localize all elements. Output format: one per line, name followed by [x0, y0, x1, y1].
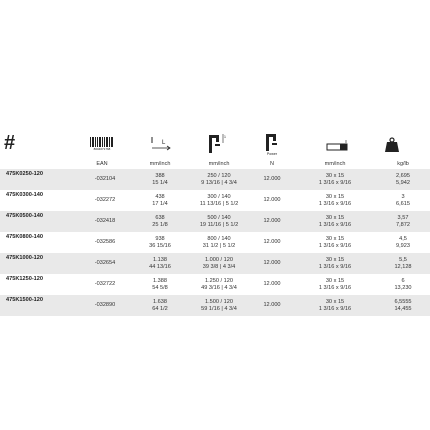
section-value: 30 x 15	[325, 172, 345, 179]
table-row	[0, 190, 430, 211]
length-cell	[132, 190, 188, 211]
product-code-cell	[0, 274, 78, 295]
product-code-cell	[0, 169, 78, 190]
length-value: 64 1/2	[152, 305, 168, 312]
icon-header-row	[0, 133, 430, 161]
dimension-cell	[188, 295, 250, 316]
section-value: 1 3/16 x 9/16	[318, 221, 352, 228]
force-cell	[250, 190, 294, 211]
ean-cell	[78, 190, 132, 211]
dimension-value: 1.500 / 120	[205, 298, 233, 305]
dimension-value: 9 13/16 | 4 3/4	[201, 179, 237, 186]
dimension-cell	[188, 253, 250, 274]
weight-value: 12,128	[394, 263, 412, 270]
force-cell	[250, 211, 294, 232]
column-header-section: mm/inch	[324, 161, 346, 167]
column-header-weight: kg/lb	[397, 161, 409, 167]
ean-cell	[78, 295, 132, 316]
table-row	[0, 274, 430, 295]
section-value: 30 x 15	[325, 193, 345, 200]
column-header-dimension: mm/inch	[208, 161, 230, 167]
table-row	[0, 253, 430, 274]
length-value: 638	[155, 214, 165, 221]
product-code-value: 475K0250-120	[6, 171, 44, 177]
weight-value: 6,5555	[394, 298, 412, 305]
length-value: 15 1/4	[152, 179, 168, 186]
spec-table	[0, 169, 430, 316]
weight-cell	[376, 274, 430, 295]
section-cell	[294, 253, 376, 274]
ean-value: -032272	[94, 197, 116, 204]
dimension-cell	[188, 190, 250, 211]
force-value: 12.000	[263, 197, 281, 204]
product-code-value: 475K1000-120	[6, 255, 44, 261]
weight-value: 3,57	[397, 214, 409, 221]
dimension-value: 59 1/16 | 4 3/4	[201, 305, 237, 312]
weight-icon	[384, 137, 400, 153]
ean-cell	[78, 169, 132, 190]
dimension-cell	[188, 274, 250, 295]
weight-cell	[376, 211, 430, 232]
length-value: 44 13/16	[149, 263, 171, 270]
product-code-cell	[0, 295, 78, 316]
length-value: 938	[155, 235, 165, 242]
length-value: 1.138	[153, 256, 167, 263]
weight-cell	[376, 232, 430, 253]
product-code-value: 475K0500-140	[6, 213, 44, 219]
weight-value: 13,230	[394, 284, 412, 291]
section-cell	[294, 211, 376, 232]
power-label: Power	[266, 152, 278, 156]
product-code-cell	[0, 211, 78, 232]
ean-value: -032654	[94, 260, 116, 267]
product-code-value: 475K0300-140	[6, 192, 44, 198]
product-code-cell	[0, 190, 78, 211]
ean-value: -032586	[94, 239, 116, 246]
dimension-value: 250 / 120	[207, 172, 231, 179]
barcode-digits: 8004671768	[93, 147, 111, 151]
force-cell	[250, 274, 294, 295]
force-value: 12.000	[263, 281, 281, 288]
force-cell	[250, 253, 294, 274]
clamp-power-icon	[263, 133, 281, 159]
force-value: 12.000	[263, 176, 281, 183]
weight-value: 5,942	[396, 179, 410, 186]
column-header-length: mm/inch	[149, 161, 171, 167]
bar-section-icon	[326, 139, 350, 151]
ean-value: -032722	[94, 281, 116, 288]
section-value: 30 x 15	[325, 277, 345, 284]
length-value: 1.388	[153, 277, 167, 284]
length-cell	[132, 169, 188, 190]
force-cell	[250, 169, 294, 190]
dimension-value: 1.000 / 120	[205, 256, 233, 263]
weight-value: 6	[401, 277, 405, 284]
dimension-value: 39 3/8 | 4 3/4	[202, 263, 236, 270]
ean-cell	[78, 211, 132, 232]
column-header-force: N	[270, 161, 274, 167]
dimension-cell	[188, 232, 250, 253]
length-cell	[132, 211, 188, 232]
force-value: 12.000	[263, 218, 281, 225]
force-value: 12.000	[263, 239, 281, 246]
section-value: 1 3/16 x 9/16	[318, 305, 352, 312]
section-value: 30 x 15	[325, 214, 345, 221]
table-row	[0, 211, 430, 232]
section-value: 1 3/16 x 9/16	[318, 242, 352, 249]
weight-value: 2,695	[396, 172, 410, 179]
section-value: 1 3/16 x 9/16	[318, 179, 352, 186]
ean-cell	[78, 274, 132, 295]
force-value: 12.000	[263, 302, 281, 309]
length-value: 388	[155, 172, 165, 179]
table-row	[0, 232, 430, 253]
dimension-value: 11 13/16 | 5 1/2	[199, 200, 239, 207]
weight-value: 9,923	[396, 242, 410, 249]
dimension-value: 500 / 140	[207, 214, 231, 221]
length-cell	[132, 295, 188, 316]
dimension-cell	[188, 169, 250, 190]
ean-cell	[78, 253, 132, 274]
ean-value: -032890	[94, 302, 116, 309]
product-code-cell	[0, 232, 78, 253]
section-value: 30 x 15	[325, 256, 345, 263]
weight-cell	[376, 169, 430, 190]
section-cell	[294, 169, 376, 190]
weight-value: 5,5	[399, 256, 407, 263]
product-code-cell	[0, 253, 78, 274]
barcode-icon	[90, 137, 114, 153]
weight-cell	[376, 190, 430, 211]
length-value: 54 5/8	[152, 284, 168, 291]
svg-text:L: L	[162, 140, 166, 146]
section-value: 1 3/16 x 9/16	[318, 200, 352, 207]
section-value: 1 3/16 x 9/16	[318, 284, 352, 291]
weight-value: 14,455	[394, 305, 412, 312]
dimension-value: 49 3/16 | 4 3/4	[201, 284, 237, 291]
product-code-value: 475K1500-120	[6, 297, 44, 303]
section-cell	[294, 190, 376, 211]
length-cell	[132, 232, 188, 253]
weight-cell	[376, 295, 430, 316]
section-cell	[294, 295, 376, 316]
length-value: 17 1/4	[152, 200, 168, 207]
force-value: 12.000	[263, 260, 281, 267]
length-icon	[150, 137, 172, 151]
weight-value: 7,872	[396, 221, 410, 228]
length-value: 25 1/8	[152, 221, 168, 228]
column-header-ean: EAN	[96, 161, 108, 167]
dimension-value: 19 11/16 | 5 1/2	[199, 221, 239, 228]
dimension-value: 31 1/2 | 5 1/2	[202, 242, 236, 249]
length-cell	[132, 274, 188, 295]
force-cell	[250, 232, 294, 253]
section-cell	[294, 232, 376, 253]
table-row	[0, 169, 430, 190]
hash-icon: #	[4, 132, 16, 154]
length-value: 1.638	[153, 298, 167, 305]
dimension-value: 1.250 / 120	[205, 277, 233, 284]
product-code-value: 475K0800-140	[6, 234, 44, 240]
ean-value: -032418	[94, 218, 116, 225]
dimension-value: 800 / 140	[207, 235, 231, 242]
weight-value: 6,615	[396, 200, 410, 207]
length-value: 438	[155, 193, 165, 200]
weight-value: 4,5	[399, 235, 407, 242]
ean-cell	[78, 232, 132, 253]
table-row	[0, 295, 430, 316]
dimension-cell	[188, 211, 250, 232]
weight-cell	[376, 253, 430, 274]
section-value: 30 x 15	[325, 235, 345, 242]
section-cell	[294, 274, 376, 295]
clamp-dimension-icon	[207, 133, 227, 155]
force-cell	[250, 295, 294, 316]
product-code-value: 475K1250-120	[6, 276, 44, 282]
length-cell	[132, 253, 188, 274]
dimension-value: 300 / 140	[207, 193, 231, 200]
length-value: 36 15/16	[149, 242, 171, 249]
ean-value: -032104	[94, 176, 116, 183]
weight-value: 3	[401, 193, 405, 200]
svg-text:1: 1	[224, 135, 226, 139]
section-value: 30 x 15	[325, 298, 345, 305]
section-value: 1 3/16 x 9/16	[318, 263, 352, 270]
